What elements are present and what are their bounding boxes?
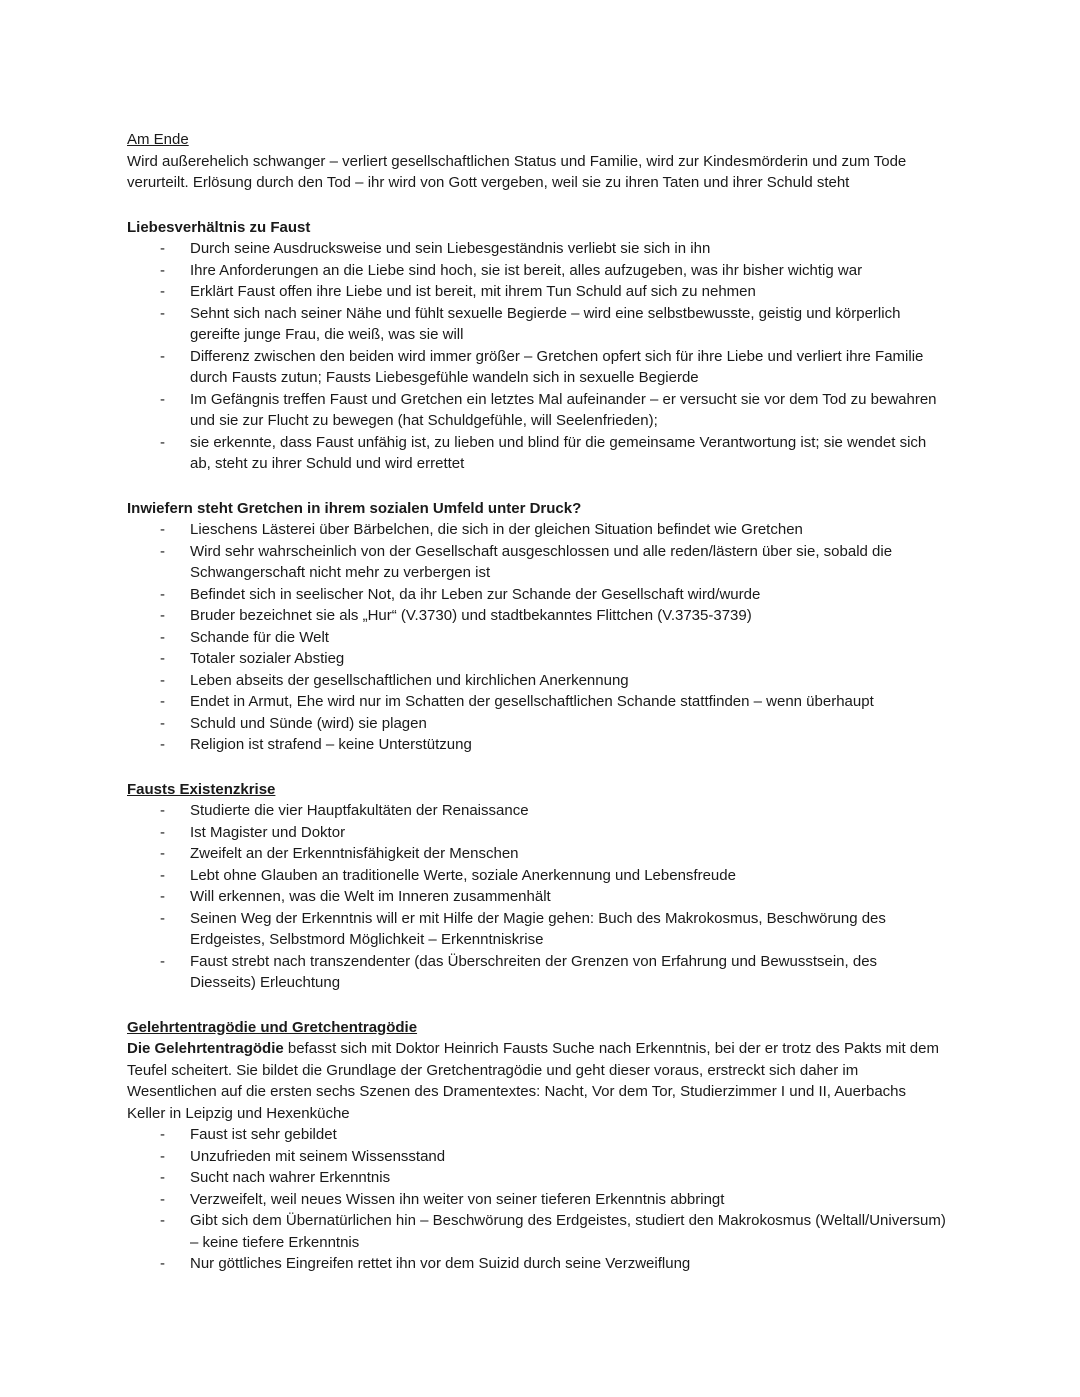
list-item	[127, 865, 947, 887]
list-item	[127, 1210, 947, 1253]
bullet-dash: -	[160, 607, 165, 624]
bullet-text: Befindet sich in seelischer Not, da ihr Leben zur Schande der Gesellschaft wird/wurde	[190, 585, 761, 603]
list-item	[127, 238, 947, 260]
bullet-dash: -	[160, 1147, 165, 1165]
list-item	[127, 389, 947, 432]
bullet-text: Wird sehr wahrscheinlich von der Gesellschaft ausgeschlossen und alle reden/lästern über sie, sobald die Schwangerschaft nicht mehr zu verbergen ist	[190, 542, 893, 581]
bullet-text: Lebt ohne Glauben an traditionelle Werte, soziale Anerkennung und Lebensfreude	[190, 866, 736, 884]
section-heading: Gelehrtentragödie und Gretchentragödie	[127, 1018, 418, 1036]
list-item	[127, 886, 947, 908]
section-heading: Inwiefern steht Gretchen in ihrem sozialen Umfeld unter Druck?	[127, 499, 582, 517]
bullet-text: Religion ist strafend – keine Unterstützung	[190, 736, 472, 753]
list-item	[127, 605, 947, 627]
section-paragraph	[127, 1038, 947, 1124]
bullet-list	[127, 519, 947, 756]
bullet-dash: -	[160, 714, 165, 732]
bullet-text: Endet in Armut, Ehe wird nur im Schatten der gesellschaftlichen Schande stattfinden – wenn überhaupt	[190, 693, 874, 710]
bullet-text: Differenz zwischen den beiden wird immer größer – Gretchen opfert sich für ihre Liebe und verliert ihre Familie durch Fausts zutun; Fausts Liebesgefühle wandeln sich in sexuelle Begierde	[190, 347, 924, 386]
bullet-dash: -	[160, 1126, 165, 1143]
bullet-text: Totaler sozialer Abstieg	[190, 650, 345, 667]
list-item	[127, 1253, 947, 1275]
section-liebesverhaeltnis-zu-faust	[127, 217, 947, 475]
bullet-dash: -	[160, 628, 165, 646]
bullet-dash: -	[160, 240, 165, 257]
bullet-text: Durch seine Ausdrucksweise und sein Liebesgeständnis verliebt sie sich in ihn	[190, 240, 711, 257]
section-fausts-existenzkrise	[127, 779, 947, 994]
bullet-dash: -	[160, 671, 165, 689]
bullet-text: Faust ist sehr gebildet	[190, 1126, 337, 1143]
bullet-dash: -	[160, 952, 165, 970]
bullet-list	[127, 238, 947, 475]
list-item	[127, 1124, 947, 1146]
bullet-dash: -	[160, 693, 165, 710]
bullet-dash: -	[160, 304, 165, 322]
list-item	[127, 1189, 947, 1211]
bullet-dash: -	[160, 1212, 165, 1229]
list-item	[127, 281, 947, 303]
bullet-text: Leben abseits der gesellschaftlichen und kirchlichen Anerkennung	[190, 671, 629, 689]
list-item	[127, 346, 947, 389]
bullet-text: Ihre Anforderungen an die Liebe sind hoch, sie ist bereit, alles aufzugeben, was ihr bisher wichtig war	[190, 261, 863, 279]
list-item	[127, 541, 947, 584]
paragraph-lead-bold: Die Gelehrtentragödie	[127, 1040, 284, 1057]
bullet-dash: -	[160, 888, 165, 905]
section-sozialer-druck	[127, 498, 947, 756]
section-am-ende	[127, 129, 947, 194]
bullet-text: Will erkennen, was die Welt im Inneren zusammenhält	[190, 888, 551, 905]
bullet-text: Schande für die Welt	[190, 628, 329, 646]
list-item	[127, 951, 947, 994]
bullet-text: Im Gefängnis treffen Faust und Gretchen ein letztes Mal aufeinander – er versucht sie vor dem Tod zu bewahren und sie zur Flucht zu bewegen (hat Schuldgefühle, will Seelenfrieden);	[190, 390, 937, 429]
section-heading: Liebesverhältnis zu Faust	[127, 218, 311, 236]
paragraph-rest: befasst sich mit Doktor Heinrich Fausts Suche nach Erkenntnis, bei der er trotz des Pakts mit dem Teufel scheitert. Sie bildet die Grundlage der Gretchentragödie und geht dieser voraus, erstreckt sich daher im Wesentlichen auf die ersten sechs Szenen des Dramentextes: Nacht, Vor dem Tor, Studierzimmer I und II, Auerbachs Keller in Leipzig und Hexenküche	[127, 1040, 939, 1122]
section-heading: Am Ende	[127, 131, 189, 148]
bullet-dash: -	[160, 1255, 165, 1272]
bullet-dash: -	[160, 261, 165, 279]
bullet-text: Ist Magister und Doktor	[190, 823, 346, 841]
bullet-dash: -	[160, 823, 165, 841]
section-paragraph: Wird außerehelich schwanger – verliert gesellschaftlichen Status und Familie, wird zur Kindesmörderin und zum Tode verurteilt. Erlösung durch den Tod – ihr wird von Gott vergeben, weil sie zu ihren Taten und ihrer Schuld steht	[127, 152, 907, 191]
bullet-text: sie erkennte, dass Faust unfähig ist, zu lieben und blind für die gemeinsame Verantwortung ist; sie wendet sich ab, steht zu ihrer Schuld und wird errettet	[190, 433, 927, 472]
bullet-text: Erklärt Faust offen ihre Liebe und ist bereit, mit ihrem Tun Schuld auf sich zu nehmen	[190, 283, 756, 300]
bullet-text: Verzweifelt, weil neues Wissen ihn weiter von seiner tieferen Erkenntnis abbringt	[190, 1190, 725, 1208]
bullet-text: Lieschens Lästerei über Bärbelchen, die sich in der gleichen Situation befindet wie Gretchen	[190, 521, 803, 538]
bullet-dash: -	[160, 866, 165, 884]
list-item	[127, 670, 947, 692]
list-item	[127, 800, 947, 822]
bullet-dash: -	[160, 283, 165, 300]
bullet-list	[127, 800, 947, 994]
bullet-dash: -	[160, 909, 165, 927]
bullet-dash: -	[160, 433, 165, 451]
bullet-dash: -	[160, 845, 165, 862]
bullet-text: Gibt sich dem Übernatürlichen hin – Beschwörung des Erdgeistes, studiert den Makrokosmus (Weltall/Universum) – keine tiefere Erkenntnis	[190, 1212, 946, 1251]
bullet-dash: -	[160, 802, 165, 819]
bullet-text: Faust strebt nach transzendenter (das Überschreiten der Grenzen von Erfahrung und Bewusstsein, des Diesseits) Erleuchtung	[190, 952, 878, 991]
list-item	[127, 1167, 947, 1189]
bullet-text: Unzufrieden mit seinem Wissensstand	[190, 1147, 446, 1165]
bullet-dash: -	[160, 1190, 165, 1208]
bullet-text: Bruder bezeichnet sie als „Hur“ (V.3730) und stadtbekanntes Flittchen (V.3735-3739)	[190, 607, 752, 624]
bullet-text: Sucht nach wahrer Erkenntnis	[190, 1169, 391, 1186]
list-item	[127, 734, 947, 756]
bullet-text: Studierte die vier Hauptfakultäten der Renaissance	[190, 802, 529, 819]
bullet-text: Zweifelt an der Erkenntnisfähigkeit der Menschen	[190, 845, 519, 862]
bullet-dash: -	[160, 585, 165, 603]
list-item	[127, 822, 947, 844]
bullet-dash: -	[160, 347, 165, 365]
bullet-text: Nur göttliches Eingreifen rettet ihn vor dem Suizid durch seine Verzweiflung	[190, 1255, 691, 1272]
list-item	[127, 432, 947, 475]
bullet-list	[127, 1124, 947, 1275]
list-item	[127, 519, 947, 541]
bullet-dash: -	[160, 390, 165, 408]
bullet-text: Schuld und Sünde (wird) sie plagen	[190, 714, 427, 732]
section-heading: Fausts Existenzkrise	[127, 780, 276, 798]
list-item	[127, 1146, 947, 1168]
list-item	[127, 260, 947, 282]
list-item	[127, 908, 947, 951]
list-item	[127, 691, 947, 713]
list-item	[127, 648, 947, 670]
list-item	[127, 843, 947, 865]
list-item	[127, 303, 947, 346]
list-item	[127, 713, 947, 735]
bullet-dash: -	[160, 1169, 165, 1186]
bullet-text: Seinen Weg der Erkenntnis will er mit Hilfe der Magie gehen: Buch des Makrokosmus, Beschwörung des Erdgeistes, Selbstmord Möglichkeit – Erkenntniskrise	[190, 909, 886, 948]
bullet-dash: -	[160, 521, 165, 538]
section-gelehrtentragoedie	[127, 1017, 947, 1275]
bullet-dash: -	[160, 736, 165, 753]
bullet-dash: -	[160, 650, 165, 667]
list-item	[127, 627, 947, 649]
bullet-dash: -	[160, 542, 165, 560]
list-item	[127, 584, 947, 606]
bullet-text: Sehnt sich nach seiner Nähe und fühlt sexuelle Begierde – wird eine selbstbewusste, geistig und körperlich gereifte junge Frau, die weiß, was sie will	[190, 304, 901, 343]
